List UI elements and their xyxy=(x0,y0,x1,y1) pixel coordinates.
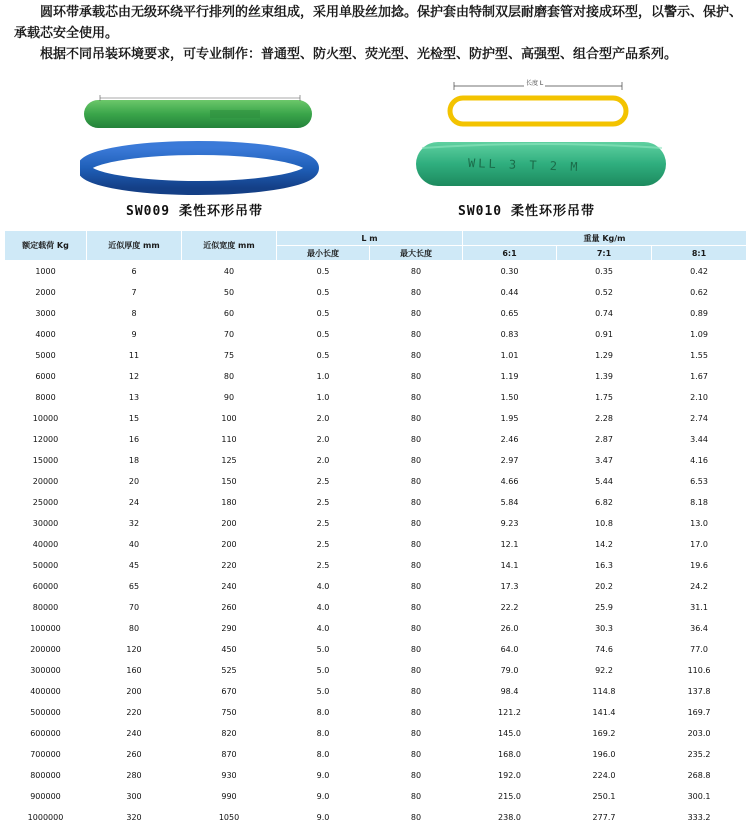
table-cell: 30000 xyxy=(5,513,87,534)
table-cell: 30.3 xyxy=(557,618,652,639)
table-cell: 1.29 xyxy=(557,345,652,366)
table-cell: 1000000 xyxy=(5,807,87,828)
table-cell: 8.0 xyxy=(277,723,370,744)
table-cell: 32 xyxy=(87,513,182,534)
table-row xyxy=(5,303,747,324)
table-cell: 820 xyxy=(182,723,277,744)
table-cell: 0.74 xyxy=(557,303,652,324)
table-cell: 4.66 xyxy=(463,471,557,492)
table-cell: 90 xyxy=(182,387,277,408)
table-cell: 2.5 xyxy=(277,492,370,513)
table-cell: 80 xyxy=(370,576,463,597)
table-row xyxy=(5,702,747,723)
table-cell: 8.0 xyxy=(277,702,370,723)
table-row xyxy=(5,408,747,429)
table-cell: 80 xyxy=(370,303,463,324)
table-cell: 8000 xyxy=(5,387,87,408)
table-cell: 300 xyxy=(87,786,182,807)
col-header-ratio-7: 7:1 xyxy=(557,246,652,261)
table-cell: 80 xyxy=(370,723,463,744)
table-cell: 80 xyxy=(370,282,463,303)
table-cell: 9.23 xyxy=(463,513,557,534)
table-cell: 19.6 xyxy=(652,555,747,576)
table-cell: 1.0 xyxy=(277,366,370,387)
table-cell: 80 xyxy=(370,513,463,534)
table-cell: 240 xyxy=(87,723,182,744)
table-cell: 80 xyxy=(370,387,463,408)
table-row xyxy=(5,723,747,744)
table-cell: 4.0 xyxy=(277,618,370,639)
table-row xyxy=(5,555,747,576)
table-row xyxy=(5,366,747,387)
spec-table-body xyxy=(5,261,747,828)
table-row xyxy=(5,639,747,660)
table-cell: 60 xyxy=(182,303,277,324)
table-cell: 196.0 xyxy=(557,744,652,765)
table-cell: 25000 xyxy=(5,492,87,513)
table-cell: 300000 xyxy=(5,660,87,681)
table-row xyxy=(5,471,747,492)
table-row xyxy=(5,744,747,765)
table-cell: 80 xyxy=(370,807,463,828)
table-cell: 900000 xyxy=(5,786,87,807)
table-cell: 125 xyxy=(182,450,277,471)
table-cell: 45 xyxy=(87,555,182,576)
table-cell: 80 xyxy=(87,618,182,639)
table-cell: 500000 xyxy=(5,702,87,723)
table-row xyxy=(5,324,747,345)
col-header-thickness: 近似厚度 mm xyxy=(87,231,182,261)
table-cell: 18 xyxy=(87,450,182,471)
table-cell: 277.7 xyxy=(557,807,652,828)
table-row xyxy=(5,345,747,366)
table-cell: 300.1 xyxy=(652,786,747,807)
sling-print-text: WLL 3 T 2 M xyxy=(468,156,581,174)
table-cell: 1.39 xyxy=(557,366,652,387)
table-row xyxy=(5,387,747,408)
table-cell: 6 xyxy=(87,261,182,283)
table-cell: 0.5 xyxy=(277,324,370,345)
table-cell: 4.0 xyxy=(277,576,370,597)
table-cell: 9.0 xyxy=(277,807,370,828)
table-cell: 100000 xyxy=(5,618,87,639)
col-header-weight: 重量 Kg/m xyxy=(463,231,747,246)
table-row xyxy=(5,597,747,618)
table-cell: 50 xyxy=(182,282,277,303)
table-cell: 7 xyxy=(87,282,182,303)
col-header-load: 额定载荷 Kg xyxy=(5,231,87,261)
table-cell: 5.0 xyxy=(277,639,370,660)
product-sw010-image xyxy=(412,78,674,203)
table-cell: 290 xyxy=(182,618,277,639)
table-cell: 600000 xyxy=(5,723,87,744)
table-cell: 80 xyxy=(370,450,463,471)
table-cell: 168.0 xyxy=(463,744,557,765)
table-cell: 8.0 xyxy=(277,744,370,765)
col-header-length-min: 最小长度 xyxy=(277,246,370,261)
table-cell: 24 xyxy=(87,492,182,513)
table-row xyxy=(5,282,747,303)
table-cell: 17.0 xyxy=(652,534,747,555)
table-cell: 260 xyxy=(87,744,182,765)
table-cell: 20 xyxy=(87,471,182,492)
table-cell: 2.46 xyxy=(463,429,557,450)
table-cell: 64.0 xyxy=(463,639,557,660)
table-cell: 240 xyxy=(182,576,277,597)
table-cell: 110 xyxy=(182,429,277,450)
table-cell: 1000 xyxy=(5,261,87,283)
table-cell: 50000 xyxy=(5,555,87,576)
table-cell: 2.0 xyxy=(277,429,370,450)
table-cell: 80 xyxy=(370,492,463,513)
table-row xyxy=(5,534,747,555)
table-cell: 5.44 xyxy=(557,471,652,492)
table-cell: 31.1 xyxy=(652,597,747,618)
table-cell: 1.0 xyxy=(277,387,370,408)
table-cell: 141.4 xyxy=(557,702,652,723)
table-cell: 2.5 xyxy=(277,471,370,492)
table-cell: 160 xyxy=(87,660,182,681)
table-cell: 40 xyxy=(87,534,182,555)
table-cell: 80 xyxy=(370,660,463,681)
table-cell: 36.4 xyxy=(652,618,747,639)
table-cell: 16.3 xyxy=(557,555,652,576)
table-cell: 13.0 xyxy=(652,513,747,534)
table-cell: 1.55 xyxy=(652,345,747,366)
table-cell: 12 xyxy=(87,366,182,387)
table-cell: 333.2 xyxy=(652,807,747,828)
product-sw010-caption: SW010 柔性环形吊带 xyxy=(458,200,595,219)
table-cell: 1050 xyxy=(182,807,277,828)
table-cell: 80 xyxy=(370,366,463,387)
table-row xyxy=(5,660,747,681)
table-cell: 16 xyxy=(87,429,182,450)
table-cell: 750 xyxy=(182,702,277,723)
table-cell: 4.16 xyxy=(652,450,747,471)
table-cell: 80 xyxy=(370,261,463,283)
table-cell: 20.2 xyxy=(557,576,652,597)
table-cell: 100 xyxy=(182,408,277,429)
table-row xyxy=(5,681,747,702)
table-cell: 0.5 xyxy=(277,345,370,366)
table-cell: 169.7 xyxy=(652,702,747,723)
table-cell: 80 xyxy=(370,555,463,576)
table-cell: 0.42 xyxy=(652,261,747,283)
table-cell: 20000 xyxy=(5,471,87,492)
table-cell: 0.62 xyxy=(652,282,747,303)
table-cell: 40 xyxy=(182,261,277,283)
table-cell: 75 xyxy=(182,345,277,366)
spec-table xyxy=(4,230,747,828)
table-cell: 525 xyxy=(182,660,277,681)
table-cell: 2000 xyxy=(5,282,87,303)
table-cell: 2.74 xyxy=(652,408,747,429)
table-cell: 200 xyxy=(182,534,277,555)
table-cell: 24.2 xyxy=(652,576,747,597)
table-cell: 74.6 xyxy=(557,639,652,660)
col-header-width: 近似宽度 mm xyxy=(182,231,277,261)
table-cell: 200 xyxy=(182,513,277,534)
col-header-ratio-6: 6:1 xyxy=(463,246,557,261)
table-cell: 150 xyxy=(182,471,277,492)
table-cell: 0.35 xyxy=(557,261,652,283)
table-cell: 70 xyxy=(87,597,182,618)
intro-paragraph-types: 根据不同吊装环境要求，可专业制作：普通型、防火型、荧光型、光检型、防护型、高强型、组合型产品系列。 xyxy=(14,44,742,65)
table-cell: 0.30 xyxy=(463,261,557,283)
table-cell: 250.1 xyxy=(557,786,652,807)
table-cell: 1.75 xyxy=(557,387,652,408)
table-cell: 400000 xyxy=(5,681,87,702)
table-cell: 15000 xyxy=(5,450,87,471)
table-cell: 80 xyxy=(370,324,463,345)
table-cell: 80 xyxy=(370,639,463,660)
table-cell: 203.0 xyxy=(652,723,747,744)
table-cell: 6000 xyxy=(5,366,87,387)
table-cell: 2.5 xyxy=(277,534,370,555)
table-cell: 1.95 xyxy=(463,408,557,429)
table-cell: 80 xyxy=(370,765,463,786)
table-cell: 2.0 xyxy=(277,408,370,429)
table-cell: 80 xyxy=(370,744,463,765)
table-cell: 13 xyxy=(87,387,182,408)
table-cell: 80000 xyxy=(5,597,87,618)
col-header-length: L m xyxy=(277,231,463,246)
table-cell: 260 xyxy=(182,597,277,618)
table-cell: 870 xyxy=(182,744,277,765)
table-cell: 22.2 xyxy=(463,597,557,618)
table-cell: 1.50 xyxy=(463,387,557,408)
table-row xyxy=(5,576,747,597)
table-cell: 10.8 xyxy=(557,513,652,534)
table-cell: 17.3 xyxy=(463,576,557,597)
table-cell: 80 xyxy=(370,471,463,492)
table-cell: 3000 xyxy=(5,303,87,324)
table-cell: 235.2 xyxy=(652,744,747,765)
table-cell: 200 xyxy=(87,681,182,702)
table-cell: 80 xyxy=(370,681,463,702)
table-row xyxy=(5,765,747,786)
table-cell: 70 xyxy=(182,324,277,345)
table-cell: 80 xyxy=(370,702,463,723)
table-cell: 4000 xyxy=(5,324,87,345)
table-cell: 320 xyxy=(87,807,182,828)
table-cell: 0.83 xyxy=(463,324,557,345)
table-cell: 9 xyxy=(87,324,182,345)
table-cell: 8.18 xyxy=(652,492,747,513)
table-cell: 0.65 xyxy=(463,303,557,324)
table-cell: 1.19 xyxy=(463,366,557,387)
table-cell: 1.67 xyxy=(652,366,747,387)
blue-round-sling xyxy=(84,148,312,188)
table-cell: 79.0 xyxy=(463,660,557,681)
table-cell: 192.0 xyxy=(463,765,557,786)
table-cell: 137.8 xyxy=(652,681,747,702)
dimension-label: 长度 L xyxy=(524,78,545,87)
table-cell: 2.5 xyxy=(277,555,370,576)
table-cell: 5.0 xyxy=(277,681,370,702)
sw009-slings-illustration xyxy=(80,90,320,205)
table-cell: 0.5 xyxy=(277,261,370,283)
table-cell: 120 xyxy=(87,639,182,660)
col-header-length-max: 最大长度 xyxy=(370,246,463,261)
table-cell: 2.5 xyxy=(277,513,370,534)
table-cell: 80 xyxy=(370,786,463,807)
table-cell: 9.0 xyxy=(277,765,370,786)
table-cell: 238.0 xyxy=(463,807,557,828)
table-cell: 5.0 xyxy=(277,660,370,681)
table-cell: 145.0 xyxy=(463,723,557,744)
table-cell: 3.47 xyxy=(557,450,652,471)
table-row xyxy=(5,807,747,828)
table-cell: 77.0 xyxy=(652,639,747,660)
table-cell: 6.82 xyxy=(557,492,652,513)
table-cell: 220 xyxy=(87,702,182,723)
table-cell: 5.84 xyxy=(463,492,557,513)
table-row xyxy=(5,492,747,513)
table-cell: 80 xyxy=(370,345,463,366)
table-cell: 200000 xyxy=(5,639,87,660)
table-cell: 268.8 xyxy=(652,765,747,786)
table-cell: 12000 xyxy=(5,429,87,450)
intro-paragraph-structure: 圆环带承载芯由无级环绕平行排列的丝束组成，采用单股丝加捻。保护套由特制双层耐磨套管对接成环型，以警示、保护、承载芯安全使用。 xyxy=(14,2,742,44)
sw010-slings-illustration xyxy=(412,78,674,203)
table-cell: 4.0 xyxy=(277,597,370,618)
table-row xyxy=(5,618,747,639)
table-cell: 114.8 xyxy=(557,681,652,702)
table-cell: 1.09 xyxy=(652,324,747,345)
table-row xyxy=(5,786,747,807)
table-cell: 80 xyxy=(182,366,277,387)
table-cell: 80 xyxy=(370,618,463,639)
table-cell: 5000 xyxy=(5,345,87,366)
table-row xyxy=(5,429,747,450)
table-cell: 80 xyxy=(370,429,463,450)
product-sw009-image xyxy=(80,90,320,205)
table-cell: 80 xyxy=(370,597,463,618)
table-cell: 450 xyxy=(182,639,277,660)
table-cell: 6.53 xyxy=(652,471,747,492)
table-cell: 9.0 xyxy=(277,786,370,807)
table-cell: 3.44 xyxy=(652,429,747,450)
table-cell: 60000 xyxy=(5,576,87,597)
table-cell: 0.5 xyxy=(277,303,370,324)
table-cell: 12.1 xyxy=(463,534,557,555)
table-cell: 14.2 xyxy=(557,534,652,555)
green-round-sling xyxy=(84,100,312,128)
table-cell: 0.91 xyxy=(557,324,652,345)
table-cell: 180 xyxy=(182,492,277,513)
yellow-loop-sling xyxy=(450,98,626,124)
table-cell: 169.2 xyxy=(557,723,652,744)
intro-text xyxy=(14,2,742,65)
table-cell: 800000 xyxy=(5,765,87,786)
table-cell: 10000 xyxy=(5,408,87,429)
table-row xyxy=(5,261,747,283)
table-cell: 220 xyxy=(182,555,277,576)
table-cell: 110.6 xyxy=(652,660,747,681)
table-cell: 215.0 xyxy=(463,786,557,807)
table-cell: 26.0 xyxy=(463,618,557,639)
table-cell: 930 xyxy=(182,765,277,786)
table-cell: 700000 xyxy=(5,744,87,765)
table-cell: 65 xyxy=(87,576,182,597)
table-cell: 15 xyxy=(87,408,182,429)
table-cell: 280 xyxy=(87,765,182,786)
col-header-ratio-8: 8:1 xyxy=(652,246,747,261)
table-cell: 121.2 xyxy=(463,702,557,723)
table-row xyxy=(5,513,747,534)
table-cell: 2.10 xyxy=(652,387,747,408)
table-cell: 2.97 xyxy=(463,450,557,471)
table-cell: 1.01 xyxy=(463,345,557,366)
table-cell: 25.9 xyxy=(557,597,652,618)
table-cell: 80 xyxy=(370,408,463,429)
table-cell: 80 xyxy=(370,534,463,555)
table-cell: 92.2 xyxy=(557,660,652,681)
table-cell: 2.87 xyxy=(557,429,652,450)
table-cell: 0.44 xyxy=(463,282,557,303)
table-cell: 0.52 xyxy=(557,282,652,303)
table-cell: 2.28 xyxy=(557,408,652,429)
table-cell: 224.0 xyxy=(557,765,652,786)
table-cell: 8 xyxy=(87,303,182,324)
table-row xyxy=(5,450,747,471)
table-cell: 0.5 xyxy=(277,282,370,303)
product-sw009-caption: SW009 柔性环形吊带 xyxy=(126,200,263,219)
table-cell: 990 xyxy=(182,786,277,807)
table-cell: 40000 xyxy=(5,534,87,555)
table-cell: 0.89 xyxy=(652,303,747,324)
table-cell: 14.1 xyxy=(463,555,557,576)
table-cell: 11 xyxy=(87,345,182,366)
table-cell: 2.0 xyxy=(277,450,370,471)
table-cell: 98.4 xyxy=(463,681,557,702)
table-cell: 670 xyxy=(182,681,277,702)
